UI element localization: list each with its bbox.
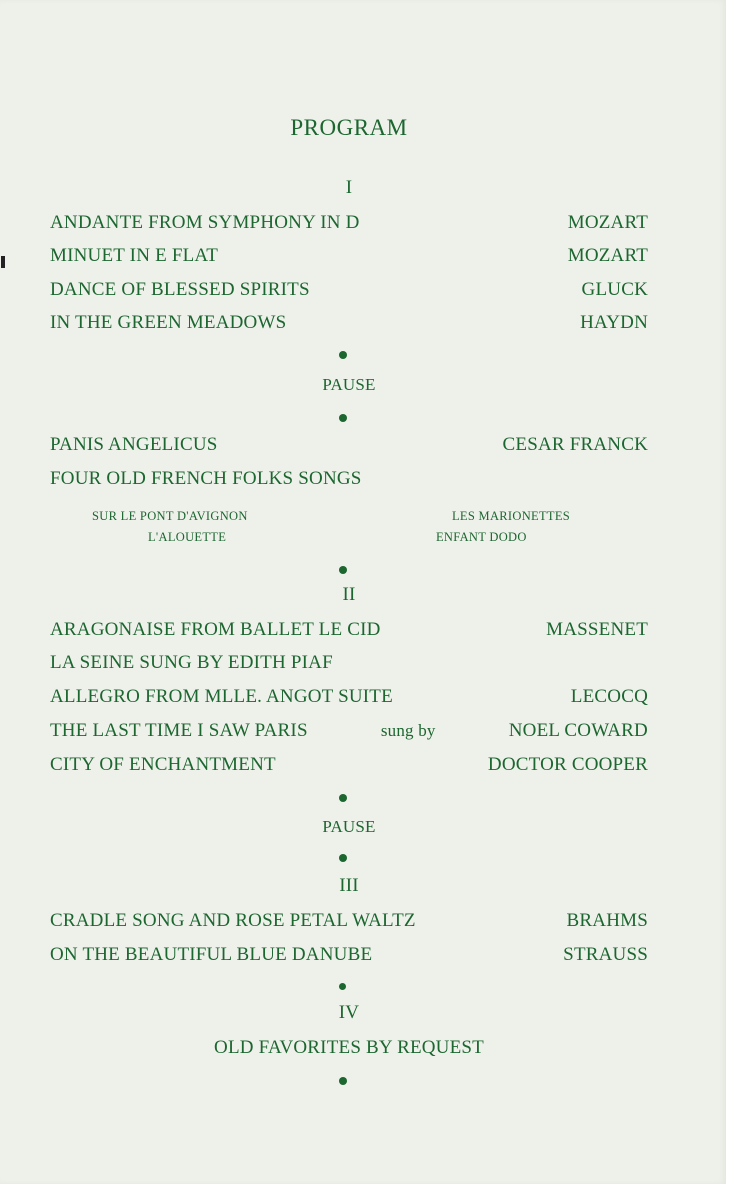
piece-title: THE LAST TIME I SAW PARIS xyxy=(50,720,308,741)
program-row xyxy=(50,908,648,934)
piece-title: DANCE OF BLESSED SPIRITS xyxy=(50,279,310,300)
program-row xyxy=(50,718,648,744)
pause-label: PAUSE xyxy=(322,817,376,836)
margin-mark xyxy=(1,256,5,268)
section-iv-numeral: IV xyxy=(338,1002,360,1023)
folk-song: ENFANT DODO xyxy=(436,530,527,544)
performer-name: NOEL COWARD xyxy=(508,720,648,741)
program-row xyxy=(50,243,648,269)
folk-song: L'ALOUETTE xyxy=(148,530,227,544)
program-row xyxy=(50,684,648,710)
program-row xyxy=(50,752,648,778)
bullet-separator xyxy=(339,1077,347,1085)
composer-name: STRAUSS xyxy=(563,944,648,965)
section-ii-numeral: II xyxy=(342,584,356,605)
program-row xyxy=(50,277,648,303)
section-iii-numeral: III xyxy=(339,875,359,896)
piece-title: IN THE GREEN MEADOWS xyxy=(50,312,287,333)
bullet-separator xyxy=(339,854,347,862)
composer-name: MOZART xyxy=(567,212,648,233)
composer-name: DOCTOR COOPER xyxy=(487,754,648,775)
piece-title: LA SEINE SUNG BY EDITH PIAF xyxy=(50,652,333,673)
bullet-separator xyxy=(339,983,346,990)
composer-name: GLUCK xyxy=(581,279,648,300)
program-content xyxy=(50,0,648,1184)
piece-title: ON THE BEAUTIFUL BLUE DANUBE xyxy=(50,944,373,965)
composer-name: BRAHMS xyxy=(566,910,648,931)
program-row xyxy=(50,617,648,643)
piece-title: MINUET IN E FLAT xyxy=(50,245,219,266)
piece-title: CRADLE SONG AND ROSE PETAL WALTZ xyxy=(50,910,416,931)
program-title: PROGRAM xyxy=(290,115,408,140)
section-i-numeral: I xyxy=(345,177,353,198)
program-row xyxy=(50,310,648,336)
piece-title: PANIS ANGELICUS xyxy=(50,434,218,455)
folk-song: SUR LE PONT D'AVIGNON xyxy=(92,509,248,523)
closing-line: OLD FAVORITES BY REQUEST xyxy=(214,1037,484,1058)
piece-title: ANDANTE FROM SYMPHONY IN D xyxy=(50,212,360,233)
composer-name: CESAR FRANCK xyxy=(502,434,648,455)
program-row xyxy=(50,650,648,676)
program-row xyxy=(50,466,648,492)
program-row xyxy=(50,432,648,458)
bullet-separator xyxy=(339,566,347,574)
pause-label: PAUSE xyxy=(322,375,376,394)
program-row xyxy=(50,942,648,968)
program-row xyxy=(50,210,648,236)
piece-title: ARAGONAISE FROM BALLET LE CID xyxy=(50,619,381,640)
bullet-separator xyxy=(339,794,347,802)
piece-title: CITY OF ENCHANTMENT xyxy=(50,754,276,775)
folk-song: LES MARIONETTES xyxy=(452,509,571,523)
composer-name: HAYDN xyxy=(580,312,648,333)
piece-title: ALLEGRO FROM MLLE. ANGOT SUITE xyxy=(50,686,393,707)
page-edge xyxy=(726,0,744,1184)
composer-name: MOZART xyxy=(567,245,648,266)
composer-name: LECOCQ xyxy=(570,686,648,707)
sung-by-text: sung by xyxy=(380,721,436,740)
composer-name: MASSENET xyxy=(546,619,648,640)
bullet-separator xyxy=(339,351,347,359)
piece-title: FOUR OLD FRENCH FOLKS SONGS xyxy=(50,468,362,489)
bullet-separator xyxy=(339,414,347,422)
